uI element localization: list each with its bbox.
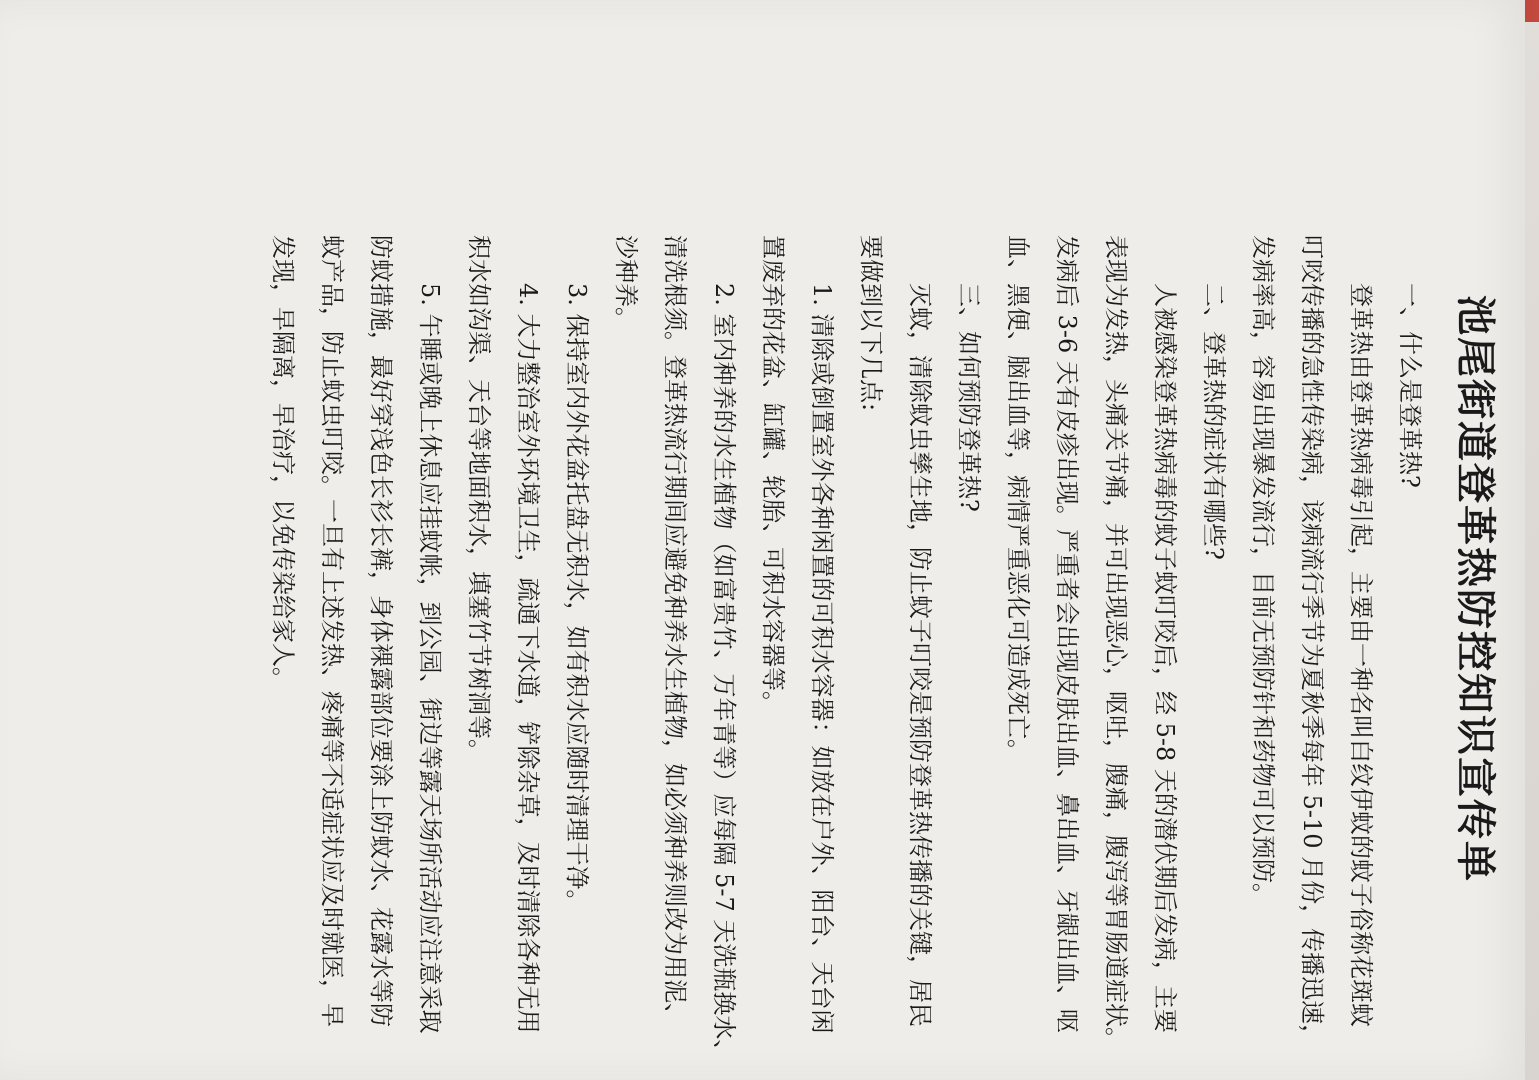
section-heading: 一、什么是登革热?: [1396, 283, 1424, 488]
text-line: 防蚊措施，最好穿浅色长衫长裤，身体裸露部位要涂上防蚊水、花露水等防: [367, 235, 395, 1027]
text-line: 表现为发热，头痛关节痛，并可出现恶心，呕吐，腹痛，腹泻等胃肠道症状。: [1102, 235, 1130, 1051]
text-line: 5. 午睡或晚上休息应挂蚊帐，到公园、街边等露天场所活动应注意采取: [416, 283, 444, 1034]
text-line: 登革热由登革热病毒引起，主要由一种名叫白纹伊蚊的蚊子俗称花斑蚊: [1347, 283, 1375, 1027]
text-line: 发病率高，容易出现暴发流行，目前无预防针和药物可以预防。: [1249, 235, 1277, 907]
text-line: 积水如沟渠、天台等地面积水，填塞竹节树洞等。: [465, 235, 493, 763]
text-line: 4. 大力整治室外环境卫生，疏通下水道，铲除杂草，及时清除各种无用: [514, 283, 542, 1034]
text-line: 置废弃的花盆、缸罐、轮胎、可积水容器等。: [759, 235, 787, 715]
text-line: 2. 室内种养的水生植物（如富贵竹、万年青等）应每隔 5-7 天洗瓶换水、: [710, 283, 738, 1064]
document-body: [258, 235, 1434, 1075]
text-line: 灭蚊，清除蚊虫孳生地，防止蚊子叮咬是预防登革热传播的关键，居民: [906, 283, 934, 1027]
section-heading: 二、登革热的症状有哪些?: [1200, 283, 1228, 560]
text-line: 蚊产品，防止蚊虫叮咬。一旦有上述发热、疼痛等不适症状应及时就医，早: [318, 235, 346, 1027]
text-line: 发病后 3-6 天有皮疹出现。严重者会出现皮肤出血、鼻出血、牙龈出血、呕: [1053, 235, 1081, 1033]
text-line: 沙种养。: [612, 235, 640, 331]
text-line: 血、黑便、脑出血等，病情严重恶化可造成死亡。: [1004, 235, 1032, 763]
section-heading: 三、如何预防登革热?: [955, 283, 983, 512]
text-line: 1. 清除或倒置室外各种闲置的可积水容器：如放在户外、阳台、天台闲: [808, 283, 836, 1034]
text-line: 3. 保持室内外花盆托盘无积水，如有积水应随时清理干净。: [563, 283, 591, 914]
text-line: 清洗根须。登革热流行期间应避免种养水生植物，如必须种养则改为用泥、: [661, 235, 689, 1027]
text-line: 叮咬传播的急性传染病，该病流行季节为夏秋季每年 5-10 月份，传播迅速，: [1298, 235, 1326, 1049]
text-line: 发现，早隔离，早治疗，以免传染给家人。: [269, 235, 297, 691]
rotated-document: [80, 235, 1500, 1075]
text-line: 要做到以下几点:: [857, 235, 885, 412]
document-title: 池尾街道登革热防控知识宣传单: [1452, 295, 1498, 883]
text-line: 人被感染登革热病毒的蚊子蚊叮咬后，经 5-8 天的潜伏期后发病，主要: [1151, 283, 1179, 1033]
